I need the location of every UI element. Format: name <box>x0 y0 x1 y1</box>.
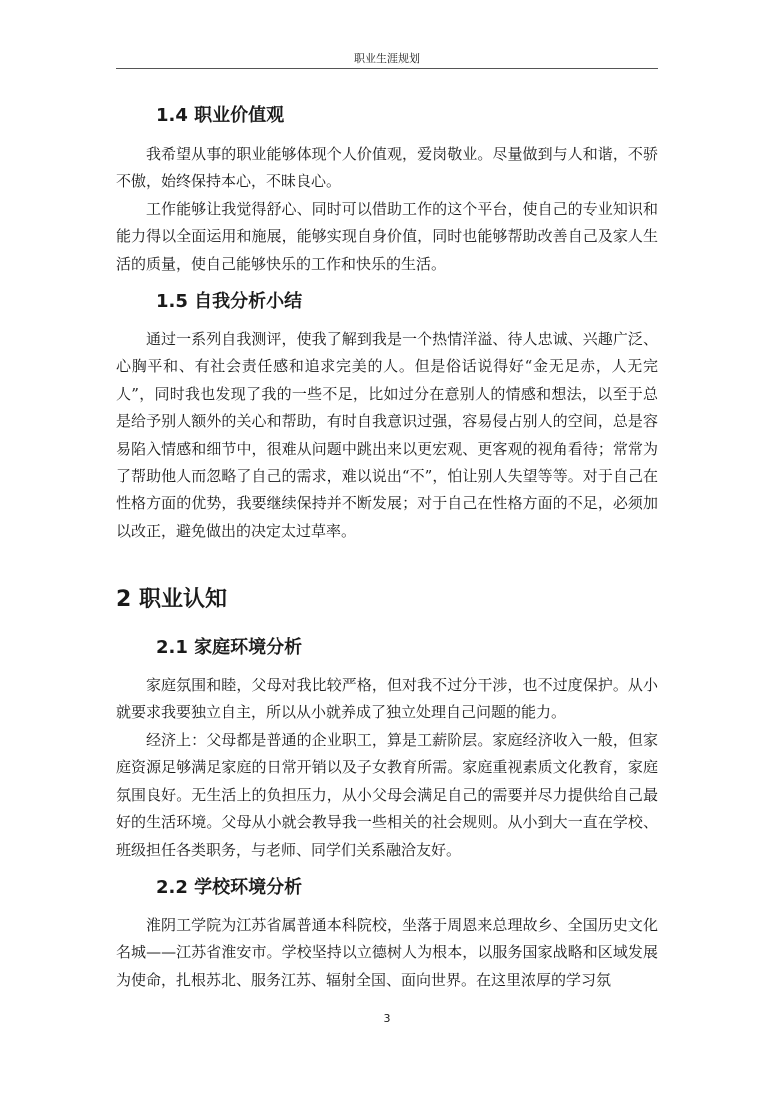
page-number: 3 <box>383 1012 391 1025</box>
heading-1-4: 1.4 职业价值观 <box>156 105 285 126</box>
heading-2: 2 职业认知 <box>116 587 227 612</box>
paragraph-2-1-b: 经济上：父母都是普通的企业职工，算是工薪阶层。家庭经济收入一般，但家庭资源足够满足家庭的日常开销以及子女教育所需。家庭重视素质文化教育，家庭氛围良好。无生活上的负担压力，从小父母会满足自己的需要并尽力提供给自己最好的生活环境。父母从小就会教导我一些相关的社会规则。从小到大一直在学校、班级担任各类职务，与老师、同学们关系融洽友好。 <box>116 731 658 859</box>
paragraph-1-4-a: 我希望从事的职业能够体现个人价值观，爱岗敬业。尽量做到与人和谐，不骄不傲，始终保持本心，不昧良心。 <box>116 145 658 191</box>
heading-1-5: 1.5 自我分析小结 <box>156 291 303 312</box>
heading-2-2: 2.2 学校环境分析 <box>156 877 303 898</box>
heading-2-1: 2.1 家庭环境分析 <box>156 637 303 658</box>
paragraph-2-2: 淮阴工学院为江苏省属普通本科院校，坐落于周恩来总理故乡、全国历史文化名城——江苏省淮安市。学校坚持以立德树人为根本，以服务国家战略和区域发展为使命，扎根苏北、服务江苏、辐射全国、面向世界。在这里浓厚的学习氛 <box>116 916 658 989</box>
page-header-title: 职业生涯规划 <box>354 52 420 65</box>
paragraph-2-1-a: 家庭氛围和睦，父母对我比较严格，但对我不过分干涉，也不过度保护。从小就要求我要独立自主，所以从小就养成了独立处理自己问题的能力。 <box>116 676 658 722</box>
header-divider <box>116 68 658 69</box>
paragraph-1-5: 通过一系列自我测评，使我了解到我是一个热情洋溢、待人忠诚、兴趣广泛、心胸平和、有社会责任感和追求完美的人。但是俗话说得好“金无足赤，人无完人”，同时我也发现了我的一些不足，比如过分在意别人的情感和想法，以至于总是给予别人额外的关心和帮助，有时自我意识过强，容易侵占别人的空间，总是容易陷入情感和细节中，很难从问题中跳出来以更宏观、更客观的视角看待；常常为了帮助他人而忽略了自己的需求，难以说出“不”，怕让别人失望等等。对于自己在性格方面的优势，我要继续保持并不断发展；对于自己在性格方面的不足，必须加以改正，避免做出的决定太过草率。 <box>116 330 658 540</box>
paragraph-1-4-b: 工作能够让我觉得舒心、同时可以借助工作的这个平台，使自己的专业知识和能力得以全面运用和施展，能够实现自身价值，同时也能够帮助改善自己及家人生活的质量，使自己能够快乐的工作和快乐的生活。 <box>116 200 658 273</box>
